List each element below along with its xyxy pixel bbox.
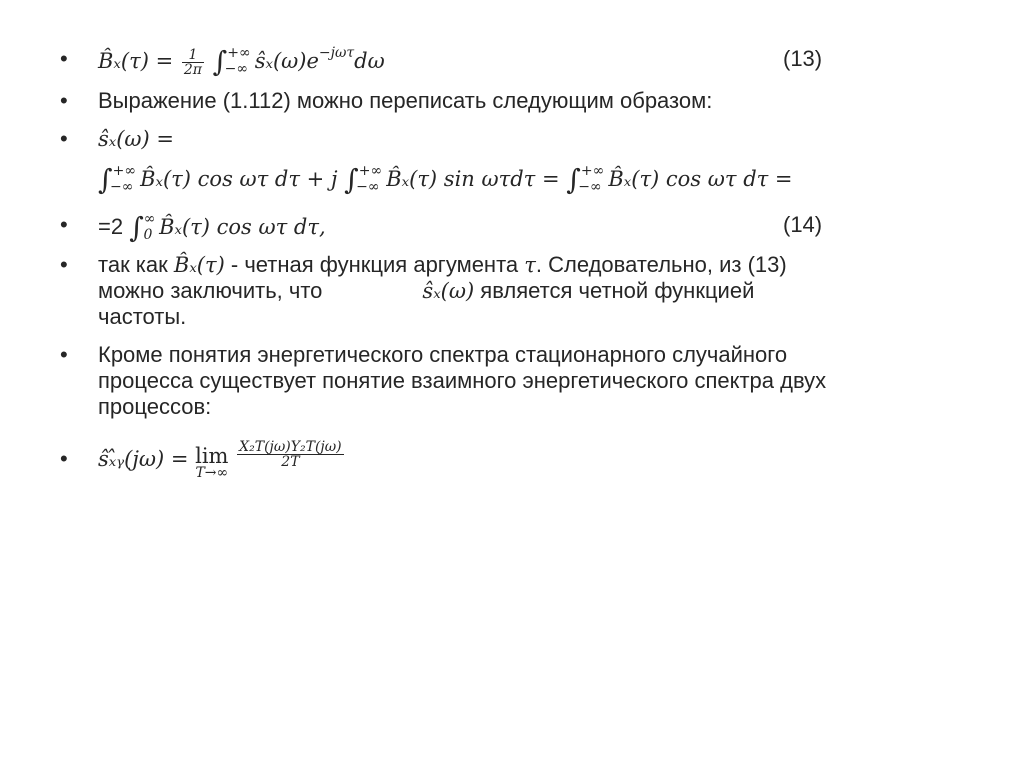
- formula-limit: [98, 439, 346, 481]
- bullet-dot: •: [60, 342, 68, 367]
- integral-sign: ∫: [566, 163, 581, 196]
- integral-sign: ∫: [129, 211, 144, 244]
- even-l1a: так как: [98, 252, 174, 277]
- even-l2m: ŝₓ(ω): [422, 279, 475, 303]
- eq13-int-upper: +∞: [227, 45, 251, 61]
- bullet-text: [98, 342, 980, 420]
- bullet-dot: •: [60, 212, 68, 237]
- eq13-exponent: −jωτ: [318, 45, 355, 61]
- even-l1m2: τ: [524, 253, 536, 277]
- bullet-cross-spectrum: [60, 342, 980, 420]
- int-upper: +∞: [112, 163, 136, 179]
- eq13-int-lower: −∞: [224, 61, 249, 77]
- bullet-text: [98, 252, 980, 330]
- eq14-prefix: =2: [98, 214, 130, 239]
- eq13-body: ŝₓ(ω)e: [254, 49, 319, 73]
- equation-number-14: (14): [783, 212, 823, 237]
- limit-fraction: [237, 440, 343, 469]
- even-l1b: - четная функция аргумента: [224, 252, 525, 277]
- eq14-lower: 0: [143, 227, 153, 243]
- limit-num: X₂T(jω)Y₂T(jω): [239, 439, 342, 455]
- limit-operator: [195, 446, 228, 480]
- eq13-frac-den: 2π: [183, 62, 202, 78]
- limit-den: 2T: [281, 454, 300, 470]
- s-omega-term3: B̂ₓ(τ) cos ωτ dτ =: [608, 167, 793, 191]
- s-omega-lhs: ŝₓ(ω) =: [98, 127, 175, 151]
- bullet-text: Выражение (1.112) можно переписать следующим образом:: [98, 88, 713, 113]
- bullet-s-omega: [60, 126, 980, 196]
- integral-sign: ∫: [344, 163, 359, 196]
- cross-l2: процесса существует понятие взаимного энергетического спектра двух: [98, 368, 827, 393]
- formula-b-tau: [98, 46, 385, 77]
- int-lower: −∞: [356, 179, 380, 195]
- bullet-expression: [60, 88, 980, 114]
- bullet-eq13: [60, 46, 980, 76]
- s-omega-term2: B̂ₓ(τ) sin ωτdτ =: [386, 167, 560, 191]
- eq13-lhs: B̂ₓ(τ) =: [98, 49, 174, 73]
- formula-eq14: [98, 212, 326, 243]
- s-omega-rhs: [98, 164, 793, 195]
- s-omega-term1: B̂ₓ(τ) cos ωτ dτ + j: [140, 167, 338, 191]
- integral-sign: ∫: [98, 163, 113, 196]
- bullet-limit-formula: [60, 440, 980, 490]
- cross-l3: процессов:: [98, 394, 212, 419]
- eq13-fraction: [182, 48, 204, 77]
- cross-l1: Кроме понятия энергетического спектра стационарного случайного: [98, 342, 788, 367]
- int-upper: +∞: [580, 163, 605, 179]
- eq14-upper: ∞: [143, 211, 156, 227]
- bullet-eq14: [60, 212, 980, 244]
- bullet-dot: •: [60, 446, 68, 471]
- even-l3: частоты.: [98, 304, 187, 329]
- even-l2a: можно заключить, что: [98, 278, 323, 303]
- bullet-dot: •: [60, 252, 68, 277]
- bullet-dot: •: [60, 88, 68, 113]
- limit-lhs: ŝₓ̂ᵧ(jω) =: [98, 447, 189, 471]
- eq13-tail: dω: [354, 49, 385, 73]
- int-lower: −∞: [578, 179, 602, 195]
- lim-subscript: T→∞: [195, 465, 229, 481]
- even-l1m1: B̂ₓ(τ): [173, 253, 225, 277]
- int-upper: +∞: [358, 163, 383, 179]
- lim-word: lim: [195, 444, 229, 468]
- eq13-frac-num: 1: [182, 48, 204, 63]
- equation-number-13: (13): [783, 46, 823, 71]
- bullet-even-function: [60, 252, 980, 330]
- integral-sign: ∫: [212, 45, 228, 78]
- even-l2b: является четной функцией: [474, 278, 755, 303]
- bullet-dot: •: [60, 46, 68, 71]
- int-lower: −∞: [110, 179, 134, 195]
- eq14-body: B̂ₓ(τ) cos ωτ dτ,: [159, 215, 326, 239]
- bullet-dot: •: [60, 126, 68, 151]
- even-l1c: . Следовательно, из (13): [535, 252, 787, 277]
